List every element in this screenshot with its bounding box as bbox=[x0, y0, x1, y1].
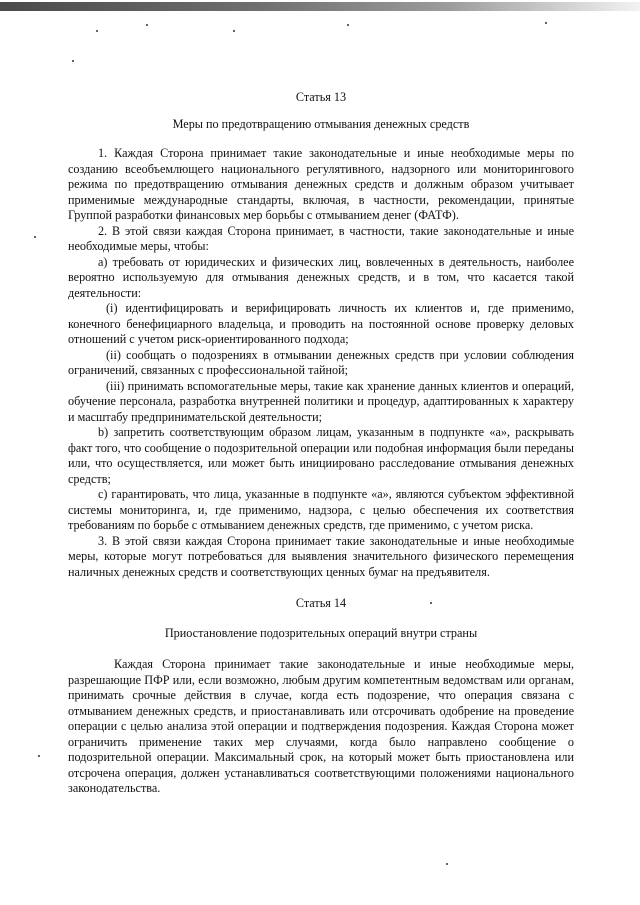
scan-speck bbox=[34, 236, 36, 238]
scan-speck bbox=[38, 755, 40, 757]
article-14-subtitle: Приостановление подозрительных операций внутри страны bbox=[164, 625, 478, 640]
scan-speck bbox=[146, 24, 148, 26]
article-13-paragraph-2: 2. В этой связи каждая Сторона принимает, в частности, такие законодательные и иные необходимые меры, чтобы: bbox=[68, 223, 574, 253]
scan-speck bbox=[96, 30, 98, 32]
article-13-item-ii: (ii) сообщать о подозрениях в отмывании денежных средств при условии соблюдения ограничений, связанных с профессиональной тайной; bbox=[68, 347, 574, 377]
scan-speck bbox=[545, 22, 547, 24]
article-13-paragraph-1: 1. Каждая Сторона принимает такие законодательные и иные необходимые меры по созданию всеобъемлющего национального регулятивного, надзорного или мониторингового режима по предотвращению отмывания денежных средств и должным образом учитывает применимые международные стандарты, включая, в частности, рекомендации, принятые Группой разработки финансовых мер борьбы с отмыванием денег (ФАТФ). bbox=[68, 146, 574, 222]
article-13-item-iii: (iii) принимать вспомогательные меры, такие как хранение данных клиентов и операций, обучение персонала, разработка внутренней политики и процедур, адаптированных к характеру и масштабу предпринимательской деятельности; bbox=[68, 378, 574, 424]
article-14-body: Каждая Сторона принимает такие законодательные и иные необходимые меры, разрешающие ПФР или, если возможно, любым другим компетентным ведомствам или органам, принимать срочные действия в случае, когда есть подозрение, что операция связана с отмыванием денежных средств, и приостанавливать или отсрочивать одобрение на проведение операции с целью анализа этой операции и подтверждения подозрения. Каждая Сторона может ограничить применение таких мер случаями, когда было направлено сообщение о подозрительной операции. Максимальный срок, на который может быть приостановлена или отсрочена операция, должен устанавливаться соответствующими положениями национального законодательства. bbox=[68, 657, 574, 795]
article-13-item-c: c) гарантировать, что лица, указанные в подпункте «а», являются субъектом эффективной системы мониторинга, и, где применимо, надзора, с целью обеспечения их соответствия требованиям по борьбе с отмыванием денежных средств, где применимо, с учетом риска. bbox=[68, 487, 574, 532]
scan-speck bbox=[233, 30, 235, 32]
article-13-item-a: a) требовать от юридических и физических лиц, вовлеченных в деятельность, наиболее вероятно используемую для отмывания денежных средств, и в том, что касается такой деятельности: bbox=[68, 254, 574, 300]
article-13-subtitle: Меры по предотвращению отмывания денежных средств bbox=[172, 116, 470, 131]
document-page bbox=[68, 88, 574, 797]
scan-speck bbox=[72, 60, 74, 62]
article-13-item-i: (i) идентифицировать и верифицировать личность их клиентов и, где применимо, конечного бенефициарного владельца, и проводить на постоянной основе проверку деловых отношений с учетом риск-ориентированного подхода; bbox=[68, 301, 574, 346]
scan-artifact-bar bbox=[0, 2, 640, 11]
scan-speck bbox=[347, 24, 349, 26]
article-13-item-b: b) запретить соответствующим образом лицам, указанным в подпункте «а», раскрывать факт того, что сообщение о подозрительной операции или подобная информация были переданы или, что осуществляется, или может быть инициировано расследование отмывания денежных средств; bbox=[68, 425, 574, 486]
scan-speck bbox=[446, 863, 448, 865]
article-13-paragraph-3: 3. В этой связи каждая Сторона принимает такие законодательные и иные необходимые меры, которые могут потребоваться для выявления значительного физического перемещения наличных денежных средств и соответствующих ценных бумаг на предъявителя. bbox=[68, 533, 574, 579]
article-14-title: Статья 14 bbox=[295, 596, 347, 610]
article-13-title: Статья 13 bbox=[295, 90, 347, 104]
